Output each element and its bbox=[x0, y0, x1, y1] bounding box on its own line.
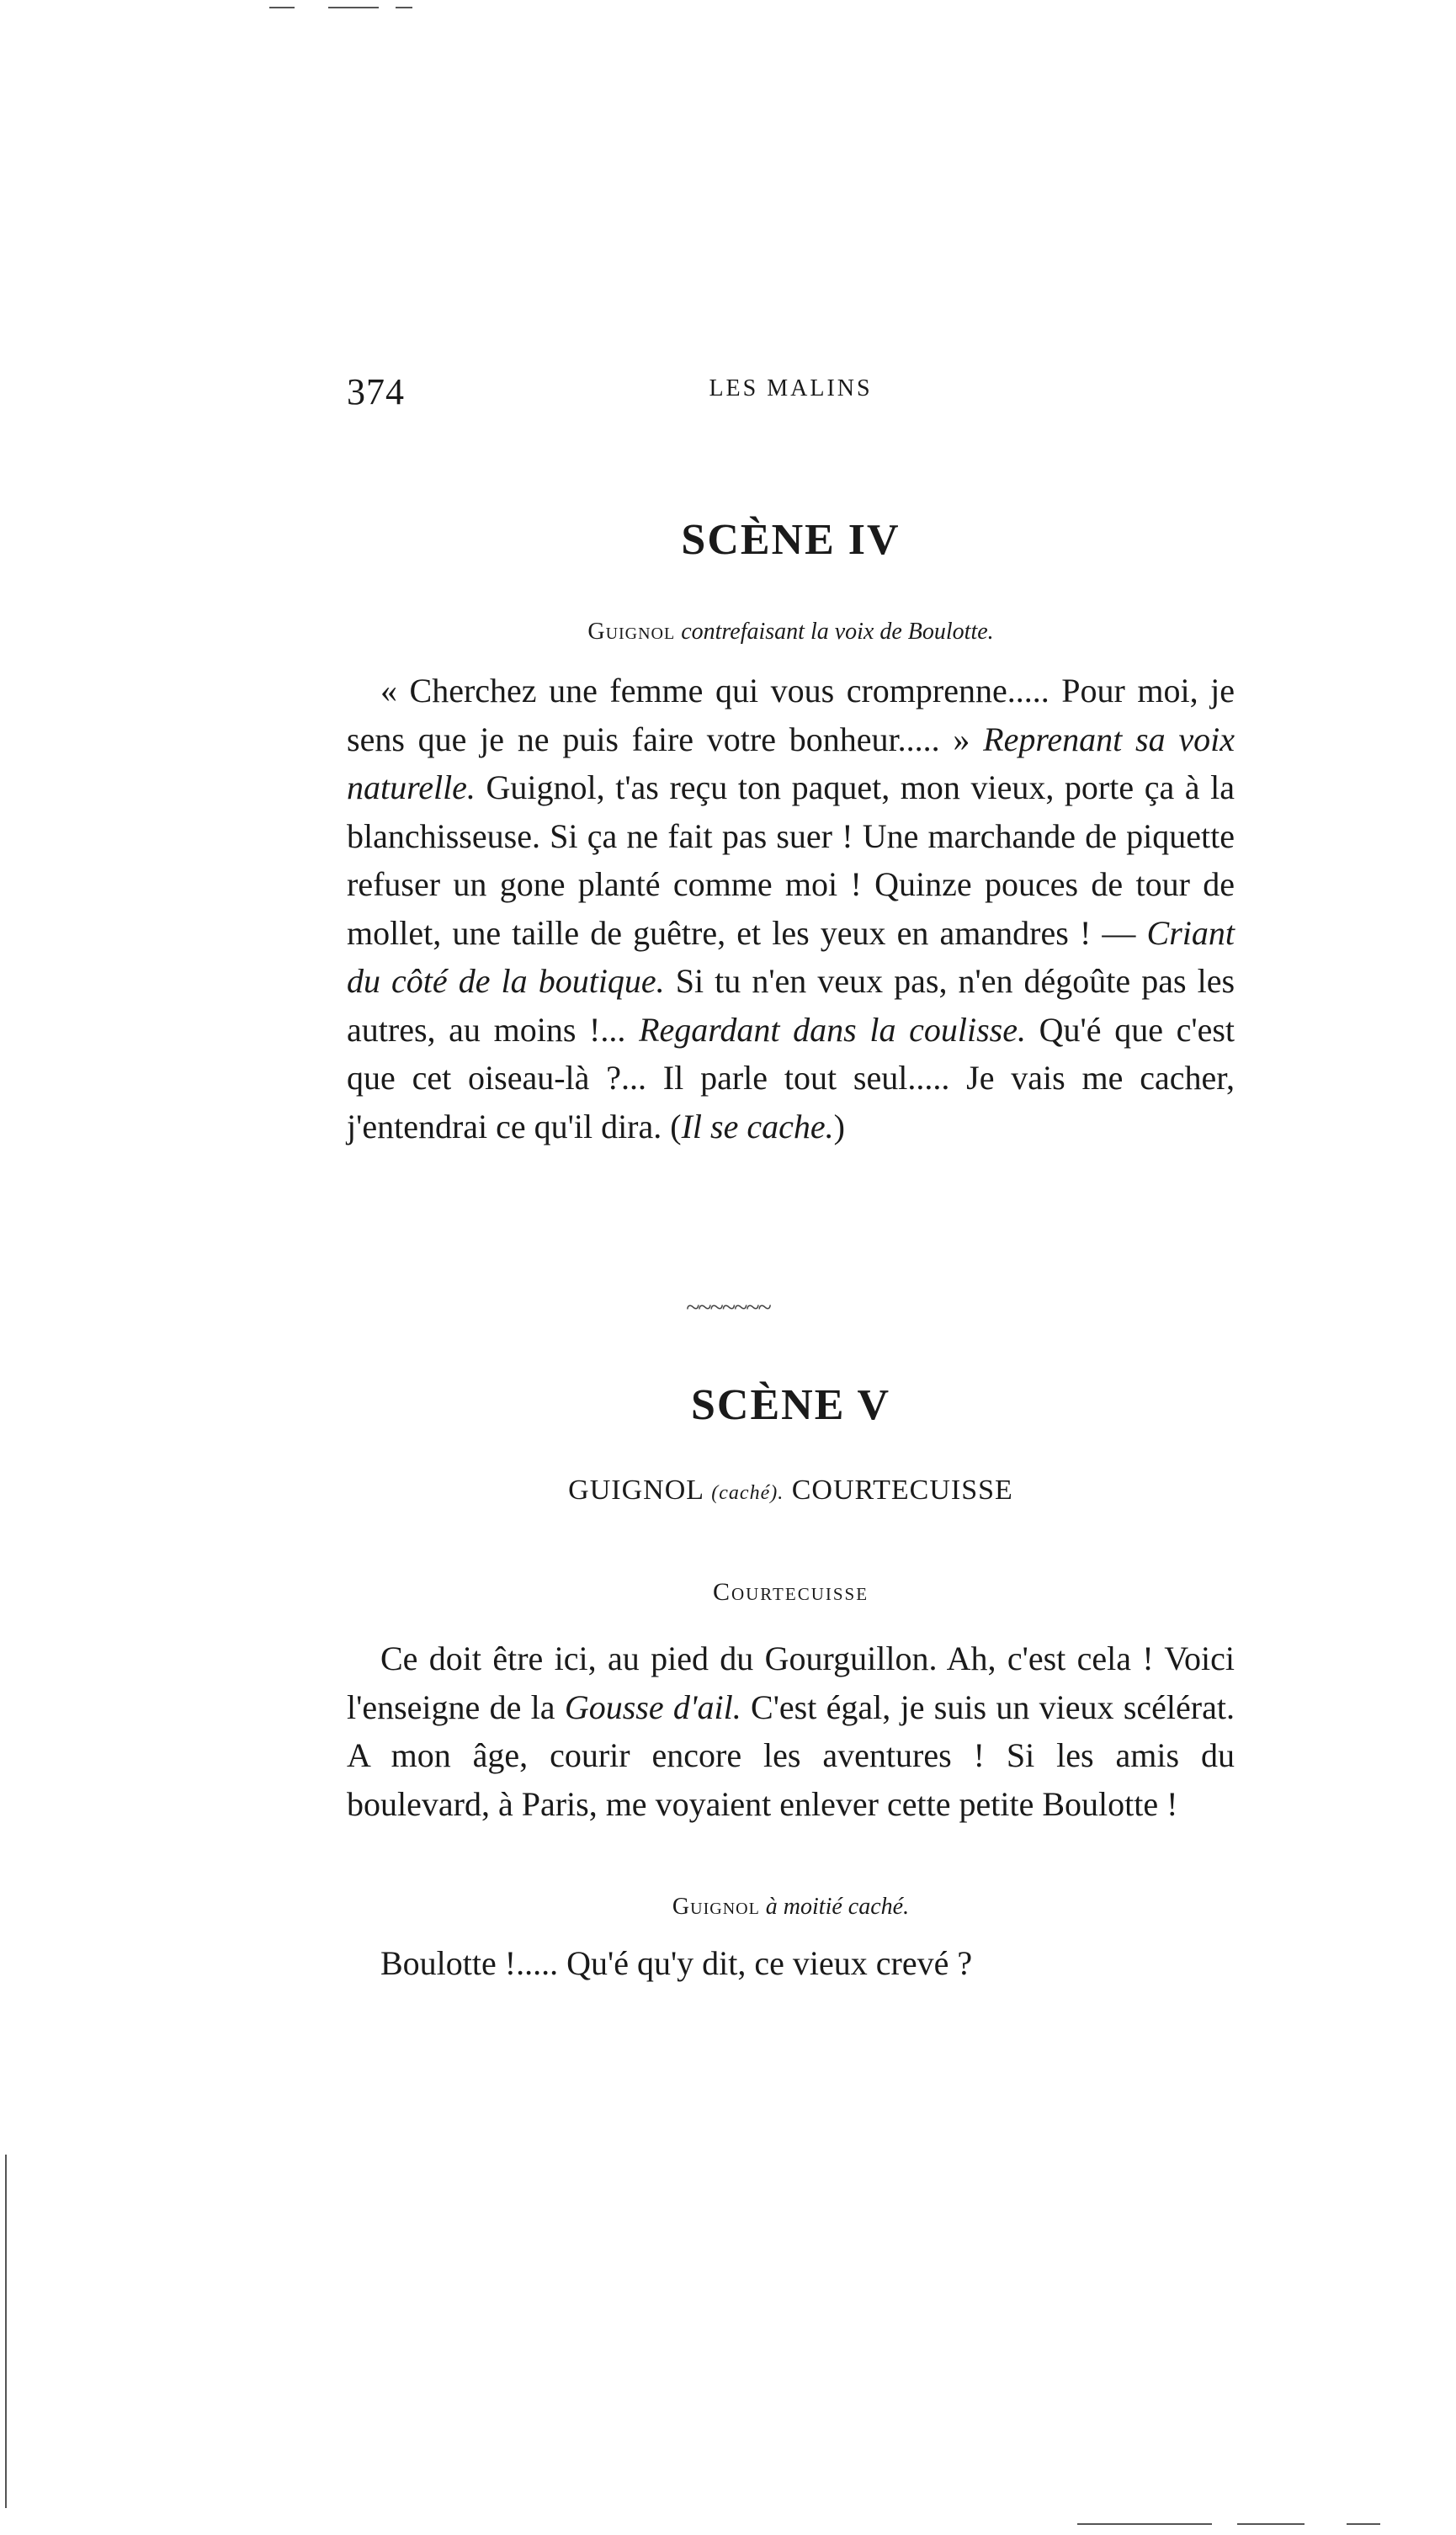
section-ornament: ~~~~~~~ bbox=[686, 1294, 770, 1321]
cast-courtecuisse: COURTECUISSE bbox=[784, 1475, 1013, 1506]
scene-iv-heading-block bbox=[347, 515, 1235, 565]
speech-italic: Il se cache. bbox=[681, 1107, 834, 1145]
scene-v-heading-block bbox=[347, 1380, 1235, 1430]
stage-direction-text: contrefaisant la voix de Boulotte. bbox=[681, 619, 994, 645]
stage-speaker: Guignol bbox=[587, 619, 676, 645]
courtecuisse-paragraph bbox=[347, 1634, 1235, 1828]
scene-v-cast bbox=[347, 1475, 1235, 1507]
scan-edge-mark-bottom bbox=[1237, 2523, 1305, 2525]
scene-iv-paragraph bbox=[347, 667, 1235, 1151]
scene-iv-speech bbox=[347, 667, 1235, 1151]
speech-text: Si tu n'en veux pas, n'en dégoûte pas les autres, au moins !... bbox=[347, 962, 1235, 1049]
running-head: LES MALINS bbox=[709, 375, 873, 401]
cast-note: (caché). bbox=[711, 1482, 784, 1504]
scan-edge-mark-top bbox=[269, 7, 295, 8]
speaker-courtecuisse: Courtecuisse bbox=[712, 1578, 869, 1606]
speech-text: Guignol, t'as reçu ton paquet, mon vieux, porte ça à la blanchisseuse. Si ça ne fait pas suer ! Une marchande de piquette refuser un gone planté comme moi ! Quinze pouces de tour de mollet, une taille de guêtre, et les yeux en amandres ! — bbox=[347, 768, 1235, 952]
speech-italic: Regardant dans la coulisse. bbox=[639, 1010, 1026, 1049]
page-number: 374 bbox=[347, 371, 405, 412]
speaker-courtecuisse-block bbox=[347, 1578, 1235, 1607]
speech-text: C'est égal, je suis un vieux scélérat. A mon âge, courir encore les aventures ! Si les amis du boulevard, à Paris, me voyaient enlever cette petite Boulotte ! bbox=[347, 1687, 1235, 1823]
cast-guignol: GUIGNOL bbox=[568, 1475, 704, 1506]
courtecuisse-speech bbox=[347, 1634, 1235, 1828]
speaker-guignol-block bbox=[347, 1894, 1235, 1921]
guignol-speech bbox=[347, 1939, 1235, 1988]
scan-edge-mark-bottom bbox=[1347, 2523, 1380, 2525]
scan-edge-mark-top bbox=[396, 7, 412, 8]
speech-italic: Reprenant sa voix naturelle. bbox=[347, 720, 1235, 806]
page-header bbox=[347, 370, 1235, 421]
speech-italic: Gousse d'ail. bbox=[564, 1687, 741, 1726]
scene-iv-stage-direction bbox=[347, 619, 1235, 646]
speaker-guignol: Guignol bbox=[672, 1894, 760, 1920]
speech-text: « Cherchez une femme qui vous cromprenne..... Pour moi, je sens que je ne puis faire votre bonheur..... » bbox=[347, 672, 1235, 758]
speech-text: ) bbox=[833, 1107, 845, 1145]
speech-text: Ce doit être ici, au pied du Gourguillon. Ah, c'est cela ! Voici l'enseigne de la bbox=[347, 1640, 1235, 1726]
scene-v-title: SCÈNE V bbox=[690, 1381, 890, 1429]
guignol-paragraph: Boulotte !..... Qu'é qu'y dit, ce vieux crevé ? bbox=[380, 1944, 973, 1982]
scan-edge-mark-top bbox=[328, 7, 379, 8]
speech-italic: Criant du côté de la boutique. bbox=[347, 913, 1235, 1000]
scene-iv-title: SCÈNE IV bbox=[681, 516, 901, 564]
speaker-guignol-direction: à moitié caché. bbox=[765, 1894, 910, 1920]
scan-edge-mark-left bbox=[5, 2155, 7, 2508]
speech-text: Qu'é que c'est que cet oiseau-là ?... Il parle tout seul..... Je vais me cacher, j'entendrai ce qu'il dira. ( bbox=[347, 1010, 1235, 1145]
scan-edge-mark-bottom bbox=[1077, 2523, 1212, 2525]
